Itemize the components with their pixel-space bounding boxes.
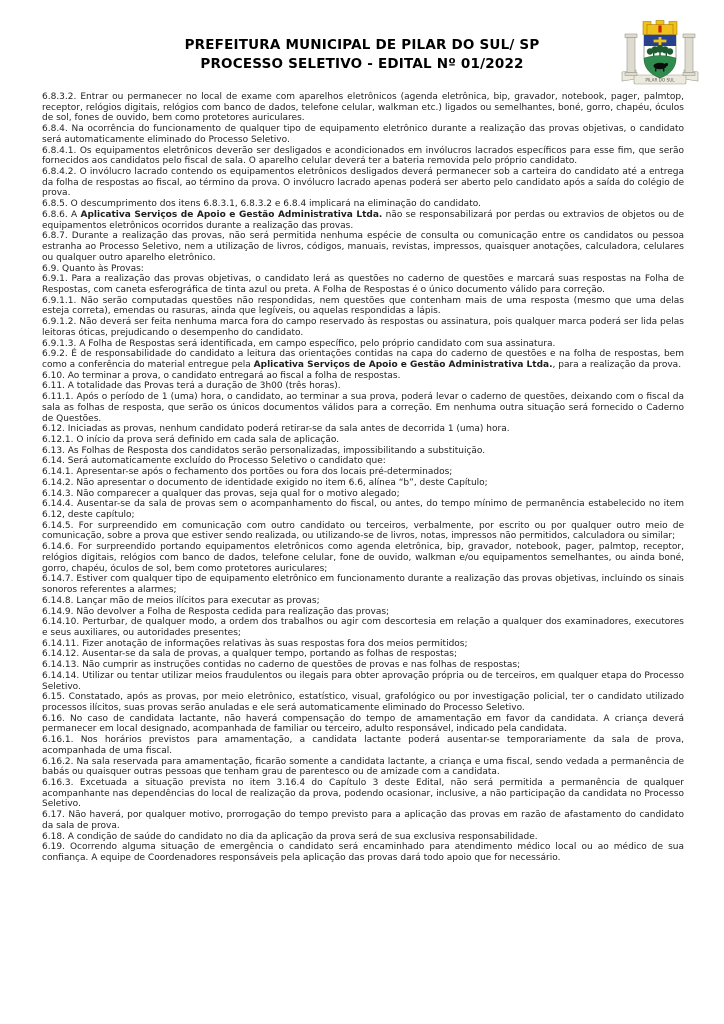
clause-paragraph — [42, 757, 684, 778]
clause-paragraph — [42, 339, 684, 350]
clause-paragraph — [42, 714, 684, 735]
clause-paragraph — [42, 210, 684, 231]
clause-paragraph — [42, 810, 684, 831]
clause-text: 6.14.1. Apresentar-se após o fechamento dos portões ou fora dos locais pré-determinados; — [42, 467, 453, 478]
clause-text: 6.19. Ocorrendo alguma situação de emergência o candidato será encaminhado para atendimento médico local ou ao médico de sua confiança. A equipe de Coordenadores responsáveis pela aplicação das provas dará todo apoio que for necessário. — [42, 842, 684, 864]
clause-text: 6.16. No caso de candidata lactante, não haverá compensação do tempo de amamentação em favor da candidata. A criança deverá permanecer em local designado, acompanhada de familiar ou terceiro, adulto responsável, indicado pela candidata. — [42, 713, 684, 735]
clause-paragraph — [42, 649, 684, 660]
clause-text: 6.16.2. Na sala reservada para amamentação, ficarão somente a candidata lactante, a criança e uma fiscal, sendo vedada a permanência de babás ou quaisquer outras pessoas que tenham grau de parentesco ou de amizade com a candidata. — [42, 756, 684, 778]
clause-text: 6.15. Constatado, após as provas, por meio eletrônico, estatístico, visual, grafológico ou por investigação policial, ter o candidato utilizado processos ilícitos, suas provas serão anuladas e ele será automaticamente eliminado do Processo Seletivo. — [42, 692, 684, 713]
clause-paragraph — [42, 639, 684, 650]
clause-paragraph — [42, 596, 684, 607]
clause-paragraph — [42, 456, 684, 467]
svg-text:PILAR DO SUL: PILAR DO SUL — [645, 77, 675, 83]
clause-text: 6.18. A condição de saúde do candidato no dia da aplicação da prova será de sua exclusiva responsabilidade. — [42, 831, 538, 842]
clause-text: 6.9.1. Para a realização das provas objetivas, o candidato lerá as questões no caderno de questões e marcará suas respostas na Folha de Respostas, com caneta esferográfica de tinta azul ou preta. A Folha de Respostas é o único documento válido para correção. — [42, 274, 684, 295]
clause-paragraph — [42, 617, 684, 638]
clause-text: 6.14.13. Não cumprir as instruções contidas no caderno de questões de provas e nas folhas de respostas; — [42, 660, 521, 671]
clause-paragraph — [42, 467, 684, 478]
clause-text: 6.8.3.2. Entrar ou permanecer no local de exame com aparelhos eletrônicos (agenda eletrônica, bip, gravador, notebook, pager, palmtop, receptor, relógios digitais, relógios com banco de dados, telefone celular, walkman etc.) ligados ou semelhantes, boné, gorro, chapéu, óculos de sol, fones de ouvido, bem como protetores auriculares. — [42, 92, 684, 124]
clause-paragraph — [42, 264, 684, 275]
clause-paragraph — [42, 392, 684, 424]
crown — [643, 21, 677, 35]
clause-text: 6.14.9. Não devolver a Folha de Resposta cedida para realização das provas; — [42, 606, 390, 617]
clause-text: 6.16.3. Excetuada a situação prevista no item 3.16.4 do Capítulo 3 deste Edital, não será permitida a permanência de qualquer acompanhante nas dependências do local de realização da prova, podendo ocasionar, inclusive, a não participação da candidata no Processo Seletivo. — [42, 778, 684, 810]
header-title-line2: PROCESSO SELETIVO - EDITAL Nº 01/2022 — [200, 56, 524, 72]
clause-paragraph — [42, 478, 684, 489]
clause-text: 6.14.8. Lançar mão de meios ilícitos para executar as provas; — [42, 595, 320, 606]
clause-text: 6.11.1. Após o período de 1 (uma) hora, o candidato, ao terminar a sua prova, poderá levar o caderno de questões, deixando com o fiscal da sala as folhas de resposta, que serão os únicos documentos válidos para a correção. Em nenhuma outra situação será fornecido o Caderno de Questões. — [42, 392, 684, 424]
clause-text: 6.8.5. O descumprimento dos itens 6.8.3.1, 6.8.3.2 e 6.8.4 implicará na eliminação do candidato. — [42, 199, 481, 210]
clause-text: 6.11. A totalidade das Provas terá a duração de 3h00 (três horas). — [42, 381, 341, 392]
clause-text: 6.14.7. Estiver com qualquer tipo de equipamento eletrônico em funcionamento durante a realização das provas objetivas, incluindo os sinais sonoros referentes a alarmes; — [42, 574, 684, 596]
clause-paragraph — [42, 842, 684, 863]
coat-of-arms-logo — [616, 20, 704, 90]
clause-paragraph — [42, 692, 684, 713]
clause-text: 6.9.1.1. Não serão computadas questões não respondidas, nem questões que contenham mais de uma resposta (mesmo que uma delas esteja correta), emendas ou rasuras, ainda que legíveis, ou aquelas respondidas a lápis. — [42, 295, 684, 317]
clause-text: 6.17. Não haverá, por qualquer motivo, prorrogação do tempo previsto para a aplicação das provas em razão de afastamento do candidato da sala de prova. — [42, 810, 684, 831]
clause-text: 6.8.6. A — [42, 209, 81, 220]
clause-text: 6.9.2. É de responsabilidade do candidato a leitura das orientações contidas na capa do caderno de questões e na folha de respostas, bem como a conferência do material entregue pela — [42, 349, 684, 370]
clause-paragraph — [42, 435, 684, 446]
clause-text: 6.14.6. For surpreendido portando equipamentos eletrônicos como agenda eletrônica, bip, gravador, notebook, pager, palmtop, receptor, relógios digitais, relógios com banco de dados, telefone celular, fone de ouvido, walkman e/ou equipamentos semelhantes, ou ainda boné, gorro, chapéu, óculos de sol, bem como protetores auriculares; — [42, 542, 684, 574]
clause-text: 6.8.4.2. O invólucro lacrado contendo os equipamentos eletrônicos desligados deverá permanecer sob a carteira do candidato até a entrega da folha de respostas ao fiscal, ao término da prova. O invólucro lacrado apenas poderá ser aberto pelo candidato após a saída do colégio de prova. — [42, 167, 684, 199]
clause-text: 6.16.1. Nos horários previstos para amamentação, a candidata lactante poderá ausentar-se temporariamente da sala de prova, acompanhada de uma fiscal. — [42, 735, 684, 756]
clause-paragraph — [42, 296, 684, 317]
clause-paragraph — [42, 274, 684, 295]
clause-text: 6.14.12. Ausentar-se da sala de provas, a qualquer tempo, portando as folhas de respostas; — [42, 649, 457, 660]
clause-text: 6.14.3. Não comparecer a qualquer das provas, seja qual for o motivo alegado; — [42, 488, 400, 499]
clause-paragraph — [42, 446, 684, 457]
clause-text: 6.13. As Folhas de Resposta dos candidatos serão personalizadas, impossibilitando a substituição. — [42, 445, 486, 456]
clause-text: 6.8.4. Na ocorrência do funcionamento de qualquer tipo de equipamento eletrônico durante a realização das provas objetivas, o candidato será automaticamente eliminado do Processo Seletivo. — [42, 124, 684, 145]
clause-paragraph — [42, 424, 684, 435]
clause-paragraph — [42, 832, 684, 843]
company-name-bold: Aplicativa Serviços de Apoio e Gestão Administrativa Ltda. — [80, 209, 383, 220]
document-body — [42, 92, 684, 864]
company-name-bold: Aplicativa Serviços de Apoio e Gestão Administrativa Ltda. — [253, 359, 553, 370]
pilar-do-sul-coat-of-arms-icon — [616, 20, 704, 90]
clause-paragraph — [42, 735, 684, 756]
clause-paragraph — [42, 349, 684, 370]
clause-paragraph — [42, 231, 684, 263]
clause-text: não se responsabilizará por perdas ou extravios de objetos ou de equipamentos eletrônicos ocorridos durante a realização das provas. — [42, 209, 684, 231]
clause-text: 6.14.11. Fizer anotação de informações relativas às suas respostas fora dos meios permitidos; — [42, 638, 468, 649]
clause-text: 6.14.5. For surpreendido em comunicação com outro candidato ou terceiros, verbalmente, por escrito ou por qualquer outro meio de comunicação, sobre a prova que estiver sendo realizada, ou utilizando-se de livros, notas, impressos não permitidos, calculadora ou similar; — [42, 520, 684, 542]
clause-paragraph — [42, 521, 684, 542]
clause-text: 6.14.2. Não apresentar o documento de identidade exigido no item 6.6, alínea “b”, deste Capítulo; — [42, 477, 488, 488]
clause-paragraph — [42, 778, 684, 810]
clause-text: 6.14.14. Utilizar ou tentar utilizar meios fraudulentos ou ilegais para obter aprovação própria ou de terceiros, em qualquer etapa do Processo Seletivo. — [42, 670, 684, 692]
clause-paragraph — [42, 607, 684, 618]
clause-text: 6.9.1.2. Não deverá ser feita nenhuma marca fora do campo reservado às respostas ou assinatura, pois qualquer marca poderá ser lida pelas leitoras óticas, prejudicando o desempenho do candidato. — [42, 317, 684, 338]
clause-paragraph — [42, 92, 684, 124]
clause-paragraph — [42, 671, 684, 692]
clause-text: 6.12.1. O início da prova será definido em cada sala de aplicação. — [42, 435, 340, 445]
clause-text: 6.14.10. Perturbar, de qualquer modo, a ordem dos trabalhos ou agir com descortesia em relação a qualquer dos examinadores, executores e seus auxiliares, ou autoridades presentes; — [42, 617, 684, 638]
clause-paragraph — [42, 124, 684, 145]
clause-text: 6.9.1.3. A Folha de Respostas será identificada, em campo específico, pelo próprio candidato com sua assinatura. — [42, 338, 556, 349]
clause-text: 6.14. Será automaticamente excluído do Processo Seletivo o candidato que: — [42, 456, 386, 467]
clause-paragraph — [42, 317, 684, 338]
clause-text: 6.14.4. Ausentar-se da sala de provas sem o acompanhamento do fiscal, ou antes, do tempo mínimo de permanência estabelecido no item 6.12, deste capítulo; — [42, 499, 684, 521]
shield — [644, 35, 676, 78]
clause-text: 6.8.4.1. Os equipamentos eletrônicos deverão ser desligados e acondicionados em invólucros lacrados específicos para esse fim, que serão fornecidos aos candidatos pelo fiscal de sala. O aparelho celular deverá ter a bateria removida pelo próprio candidato. — [42, 145, 684, 167]
clause-paragraph — [42, 542, 684, 574]
header-title-line1: PREFEITURA MUNICIPAL DE PILAR DO SUL/ SP — [184, 37, 540, 53]
clause-paragraph — [42, 574, 684, 595]
clause-paragraph — [42, 499, 684, 520]
clause-text: 6.8.7. Durante a realização das provas, não será permitida nenhuma espécie de consulta ou comunicação entre os candidatos ou pessoa estranha ao Processo Seletivo, nem a utilização de livros, códigos, manuais, revistas, impressos, quaisquer anotações, calculadora, celulares ou qualquer outro aparelho eletrônico. — [42, 231, 684, 263]
clause-text: 6.10. Ao terminar a prova, o candidato entregará ao fiscal a folha de respostas. — [42, 370, 401, 381]
clause-text: 6.12. Iniciadas as provas, nenhum candidato poderá retirar-se da sala antes de decorrida 1 (uma) hora. — [42, 424, 510, 435]
clause-paragraph — [42, 371, 684, 382]
clause-text: 6.9. Quanto às Provas: — [42, 263, 144, 274]
clause-paragraph — [42, 489, 684, 500]
clause-paragraph — [42, 146, 684, 167]
clause-paragraph — [42, 381, 684, 392]
clause-paragraph — [42, 660, 684, 671]
clause-paragraph — [42, 199, 684, 210]
clause-text: , para a realização da prova. — [552, 359, 682, 370]
clause-paragraph — [42, 167, 684, 199]
